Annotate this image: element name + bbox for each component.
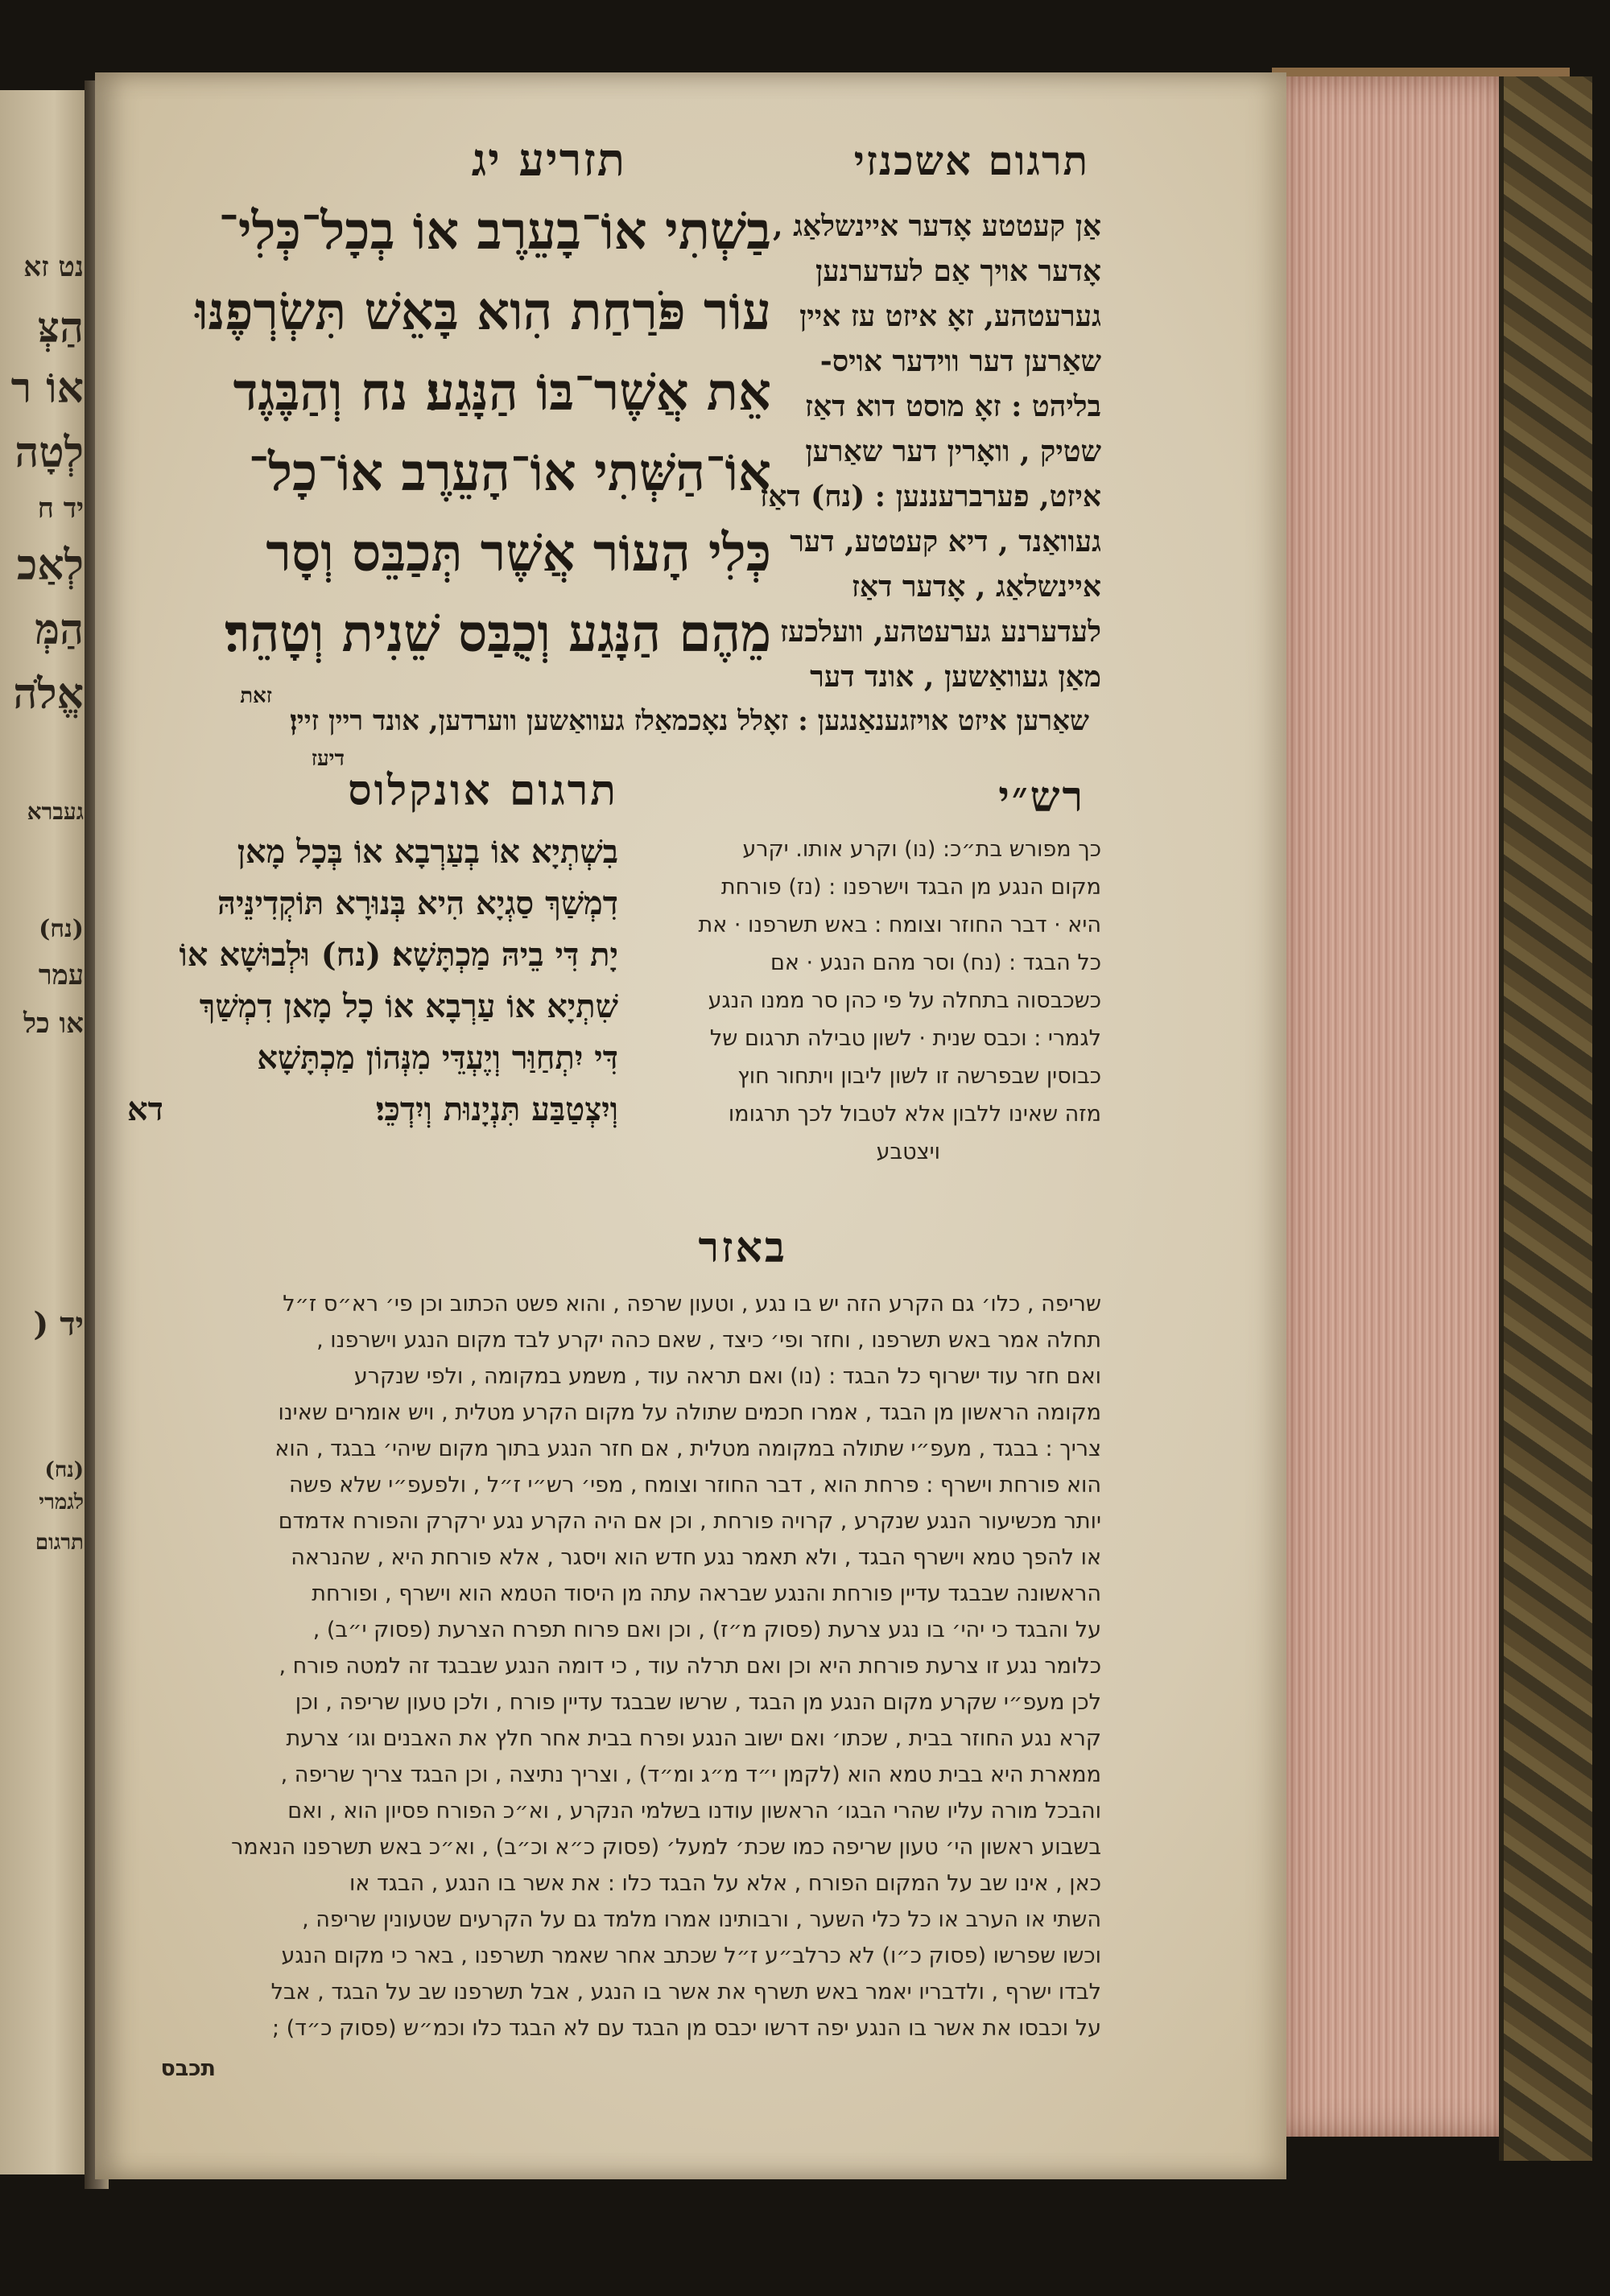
ashkenazi-block [760, 209, 1101, 765]
rashi-line: לגמרי : וכבס שנית · לשון טבילה תרגום של [709, 1026, 1101, 1051]
ashkenazi-catchword: דיעז [311, 747, 345, 771]
baer-line: הוא פורחת וישרף : פרחת הוא , דבר החוזר וצומח , מפי׳ רש״י ז״ל , ולפעפ״י שלא פשה [288, 1473, 1101, 1498]
baer-line: לבדו ישרף , ולדבריו יאמר באש תשרף את אשר בו הנגע , אבל תשרפנו שב על הבגד , אבל [270, 1980, 1101, 2005]
ashkenazi-line: אָדער אויך אַם לעדערנען [815, 254, 1101, 288]
verse-catchword: זאת [240, 684, 272, 708]
left-fragment: לְאַכ [16, 541, 84, 590]
baer-catchword: תכבס [160, 2056, 216, 2081]
rashi-line: כל הבגד : (נח) וסר מהם הנגע · אם [770, 950, 1101, 975]
ashkenazi-line: לעדערנע גערעטהע, וועלכעז [779, 615, 1101, 649]
verse-block [111, 201, 771, 765]
left-fragment: אוֹ ר [10, 364, 84, 413]
baer-line: הראשונה שבבגד עדיין פורחת והנגע שבראה עתה מן היסוד הטמא הוא וישרף , ופורחת [312, 1581, 1101, 1606]
rashi-line: מזה שאינו ללבון אלא לטבול לכך תרגומו [728, 1102, 1101, 1127]
left-page-fragment [0, 90, 90, 2174]
main-page [95, 72, 1286, 2179]
left-fragment: או כל [23, 1008, 84, 1040]
rashi-line: היא · דבר החוזר וצומח : באש תשרפנו · את [698, 913, 1101, 938]
rashi-line: כשכבסוה בתחלה על פי כהן סר ממנו הנגע [708, 988, 1101, 1013]
onkelos-block [111, 833, 618, 1235]
onkelos-line: יָת דִּי בֵיהּ מַכְתָּשָׁא׃ (נח) וּלְבוּשָׁא אוֹ [179, 936, 618, 974]
baer-line: לכן מעפ״י שקרע מקום הנגע מן הבגד , שרשו שבבגד עדיין פורח , ולכן טעון שריפה , וכן [295, 1690, 1101, 1715]
onkelos-title: תרגום אונקלוס [348, 766, 618, 815]
ashkenazi-line: גערעטהע, זאָ איזט עז איין [799, 299, 1101, 333]
left-fragment: נט זא [23, 251, 84, 283]
ashkenazi-line: שאַרען דער ווידער אויס- [819, 344, 1101, 378]
running-title-right: תרגום אשכנזי [853, 137, 1089, 184]
ashkenazi-full-line: שאַרען איזט אויזגענאַנגען : זאָלל נאָכמאַלז געוואַשען ווערדען, אונד ריין זיין׃ [290, 705, 1089, 737]
baer-line: שריפה , כלו׳ גם הקרע הזה יש בו נגע , וטעון שרפה , והוא פשט הכתוב וכן פי׳ רא״ס ז״ל [283, 1292, 1101, 1317]
onkelos-line: שִׁתְיָא אוֹ עַרְבָא אוֹ כָל מָאן דִמְשַׁךְ [199, 987, 618, 1025]
baer-block [115, 1292, 1101, 2137]
baer-line: ואם חזר עוד ישרוף כל הבגד : (נו) ואם תראה עוד , משמע במקומה , ולפי שנקרע [353, 1364, 1101, 1389]
page-edges [1280, 76, 1509, 2137]
rashi-block [626, 837, 1101, 1239]
baer-line: על וכבסו את אשר בו הנגע יפה דרשו יכבס מן הבגד עם לא הבגד כלו וכמ״ש (פסוק כ״ד) ; [271, 2016, 1101, 2041]
left-fragment: עמר [38, 959, 84, 991]
onkelos-line: דִמְשַׁךְ סַגְיָא הִיא בְּנוּרָא תּוֹקְדִינֵּיהּ [217, 884, 618, 922]
left-fragment: יד ח [37, 493, 84, 525]
verse-line: בַשְׁתִי אוֹ־בָעֵרֶב אוֹ בְכָל־כְּלִי־ [218, 201, 771, 262]
rashi-line: מקום הנגע מן הבגד וישרפנו : (נז) פורחת [720, 875, 1101, 900]
baer-line: וכשו שפרשו (פסוק כ״ו) לא כרלב״ע ז״ל שכתב אחר שאמר תשרפנו , באר כי מקום הנגע [281, 1944, 1101, 1968]
baer-line: קרא נגע החוזר בבית , שכתו׳ ואם ישוב הנגע ופרח בבית אחר חלץ את האבנים וגו׳ צרעת [286, 1726, 1101, 1751]
baer-line: מקומה הראשון מן הבגד , אמרו חכמים שתולה על מקום הקרע מטלית , ויש אומרים שאינו [278, 1400, 1101, 1425]
ashkenazi-line: איינשלאַג , אָדער דאַז [851, 570, 1101, 604]
left-fragment: הַמְּ [35, 605, 84, 654]
baer-line: או להפך טמא וישרף הבגד , ולא תאמר נגע חדש הוא ויסגר , אלא פורחת היא , שהנראה [291, 1545, 1101, 1570]
verse-line: עוֹר פֹּרַחַת הִוא בָּאֵשׁ תִּשְׂרְפֶנּוּ [195, 282, 771, 342]
ashkenazi-line: בליהט : זאָ מוסט דוא דאַז [804, 390, 1101, 423]
baer-line: כלומר נגע זו צרעת פורחת היא וכן ואם תרלה עוד , כי דומה הנגע שבבגד זה למטה פורח , [279, 1654, 1101, 1679]
left-fragment: יד ( [33, 1305, 84, 1343]
rashi-line: כך מפורש בת״כ: (נו) וקרע אותו. יקרע [742, 837, 1101, 862]
baer-line: יותר מכשיעור הנגע שנקרע , קרויה פורחת , וכן אם היה הקרע נגע ירקרק והפורח אדמדם [278, 1509, 1101, 1534]
left-fragment: געברא [27, 798, 84, 825]
baer-line: בשבוע ראשון הי׳ טעון שריפה כמו שכת׳ למעל׳ (פסוק כ״א וכ״ב) , וא״כ באש תשרפנו הנאמר [231, 1835, 1101, 1860]
ashkenazi-line: שטיק , וואָרין דער שאַרען [805, 435, 1101, 468]
left-fragment: (נח) [44, 1458, 84, 1482]
onkelos-line: דִּי יִתְחַוַּר וְיֶעְדֵּי מִנְּהוֹן מַכְתָּשָׁא [257, 1039, 618, 1077]
baer-line: כאן , אינו שב על המקום הפורח , אלא על הבגד כלו : את אשר בו הנגע , הבגד או [349, 1871, 1101, 1896]
ashkenazi-line: אַן קעטטע אָדער איינשלאַג , [773, 209, 1101, 243]
ashkenazi-line: איזט, פערברעננען : (נח) דאַז [760, 480, 1101, 513]
left-fragment: לגמרי [39, 1490, 84, 1515]
rashi-line: כבוסין שבפרשה זו לשון ליבון ויתחור חוץ [737, 1064, 1101, 1089]
left-fragment: הַצְּ [37, 303, 84, 352]
running-title-left: תזריע יג [471, 134, 626, 187]
left-fragment: אֱלֹה [13, 670, 84, 719]
baer-title: באזר [698, 1223, 787, 1272]
verse-line: אוֹ־הַשְּׁתִי אוֹ־הָעֵרֶב אוֹ־כָל־ [248, 443, 771, 503]
left-fragment: לְטָה [14, 428, 84, 477]
rashi-catchword: ויצטבע [876, 1140, 940, 1164]
ashkenazi-line: געוואַנד , דיא קעטטע, דער [790, 525, 1101, 559]
left-fragment: תרגום [35, 1531, 84, 1555]
verse-line: אֵת אֲשֶׁר־בּוֹ הַנָּגַע׃ נח וְהַבֶּגֶד [233, 362, 771, 423]
rashi-title: רש״י [998, 773, 1085, 822]
baer-line: השתי או הערב או כל כלי השער , ורבותינו אמרו מלמד גם על הקרעים שטעונין שריפה , [302, 1907, 1101, 1932]
baer-line: על והבגד כי יהי׳ בו נגע צרעת (פסוק מ״ז) , וכן ואם פרוח תפרח הצרעת (פסוק י״ב) , [312, 1618, 1101, 1643]
onkelos-catchword: דא [127, 1090, 163, 1128]
left-fragment: (נח) [39, 915, 84, 943]
onkelos-line: בִשְׁתְיָא אוֹ בְעַרְבָא אוֹ בְּכָל מָאן [237, 833, 618, 871]
marbled-cover [1499, 76, 1592, 2161]
onkelos-line: וְיִצְטַבַּע תִּנְיָנוּת וְיִדְכֵּי׃ [375, 1090, 618, 1128]
baer-line: ממארת היא בבית טמא הוא (לקמן י״ד מ״ג ומ״ד) , וצריך נתיצה , וכן הבגד צריך שריפה , [280, 1762, 1101, 1787]
baer-line: והבכל מורה עליו שהרי הבגו׳ הראשון עודנו בשלמי הנקרע , וא״כ הפורח פסיון הוא , ואם [287, 1799, 1101, 1824]
baer-line: צריך : בבגד , מעפ״י שתולה במקומה מטלית , אם חזר הנגע בתוך מקום שיהי׳ בבגד , הוא [275, 1437, 1101, 1461]
verse-line: מֵהֶם הַנָּגַע וְכֻבַּס שֵׁנִית וְטָהֵר׃ [225, 604, 771, 664]
verse-line: כְּלִי הָעוֹר אֲשֶׁר תְּכַבֵּס וְסָר [266, 523, 771, 583]
baer-line: תחלה אמר באש תשרפנו , וחזר ופי׳ כיצד , שאם כהה יקרע לבד מקום הנגע וישרפנו , [316, 1328, 1101, 1353]
ashkenazi-line: מאַן געוואַשען , אונד דער [810, 660, 1101, 694]
